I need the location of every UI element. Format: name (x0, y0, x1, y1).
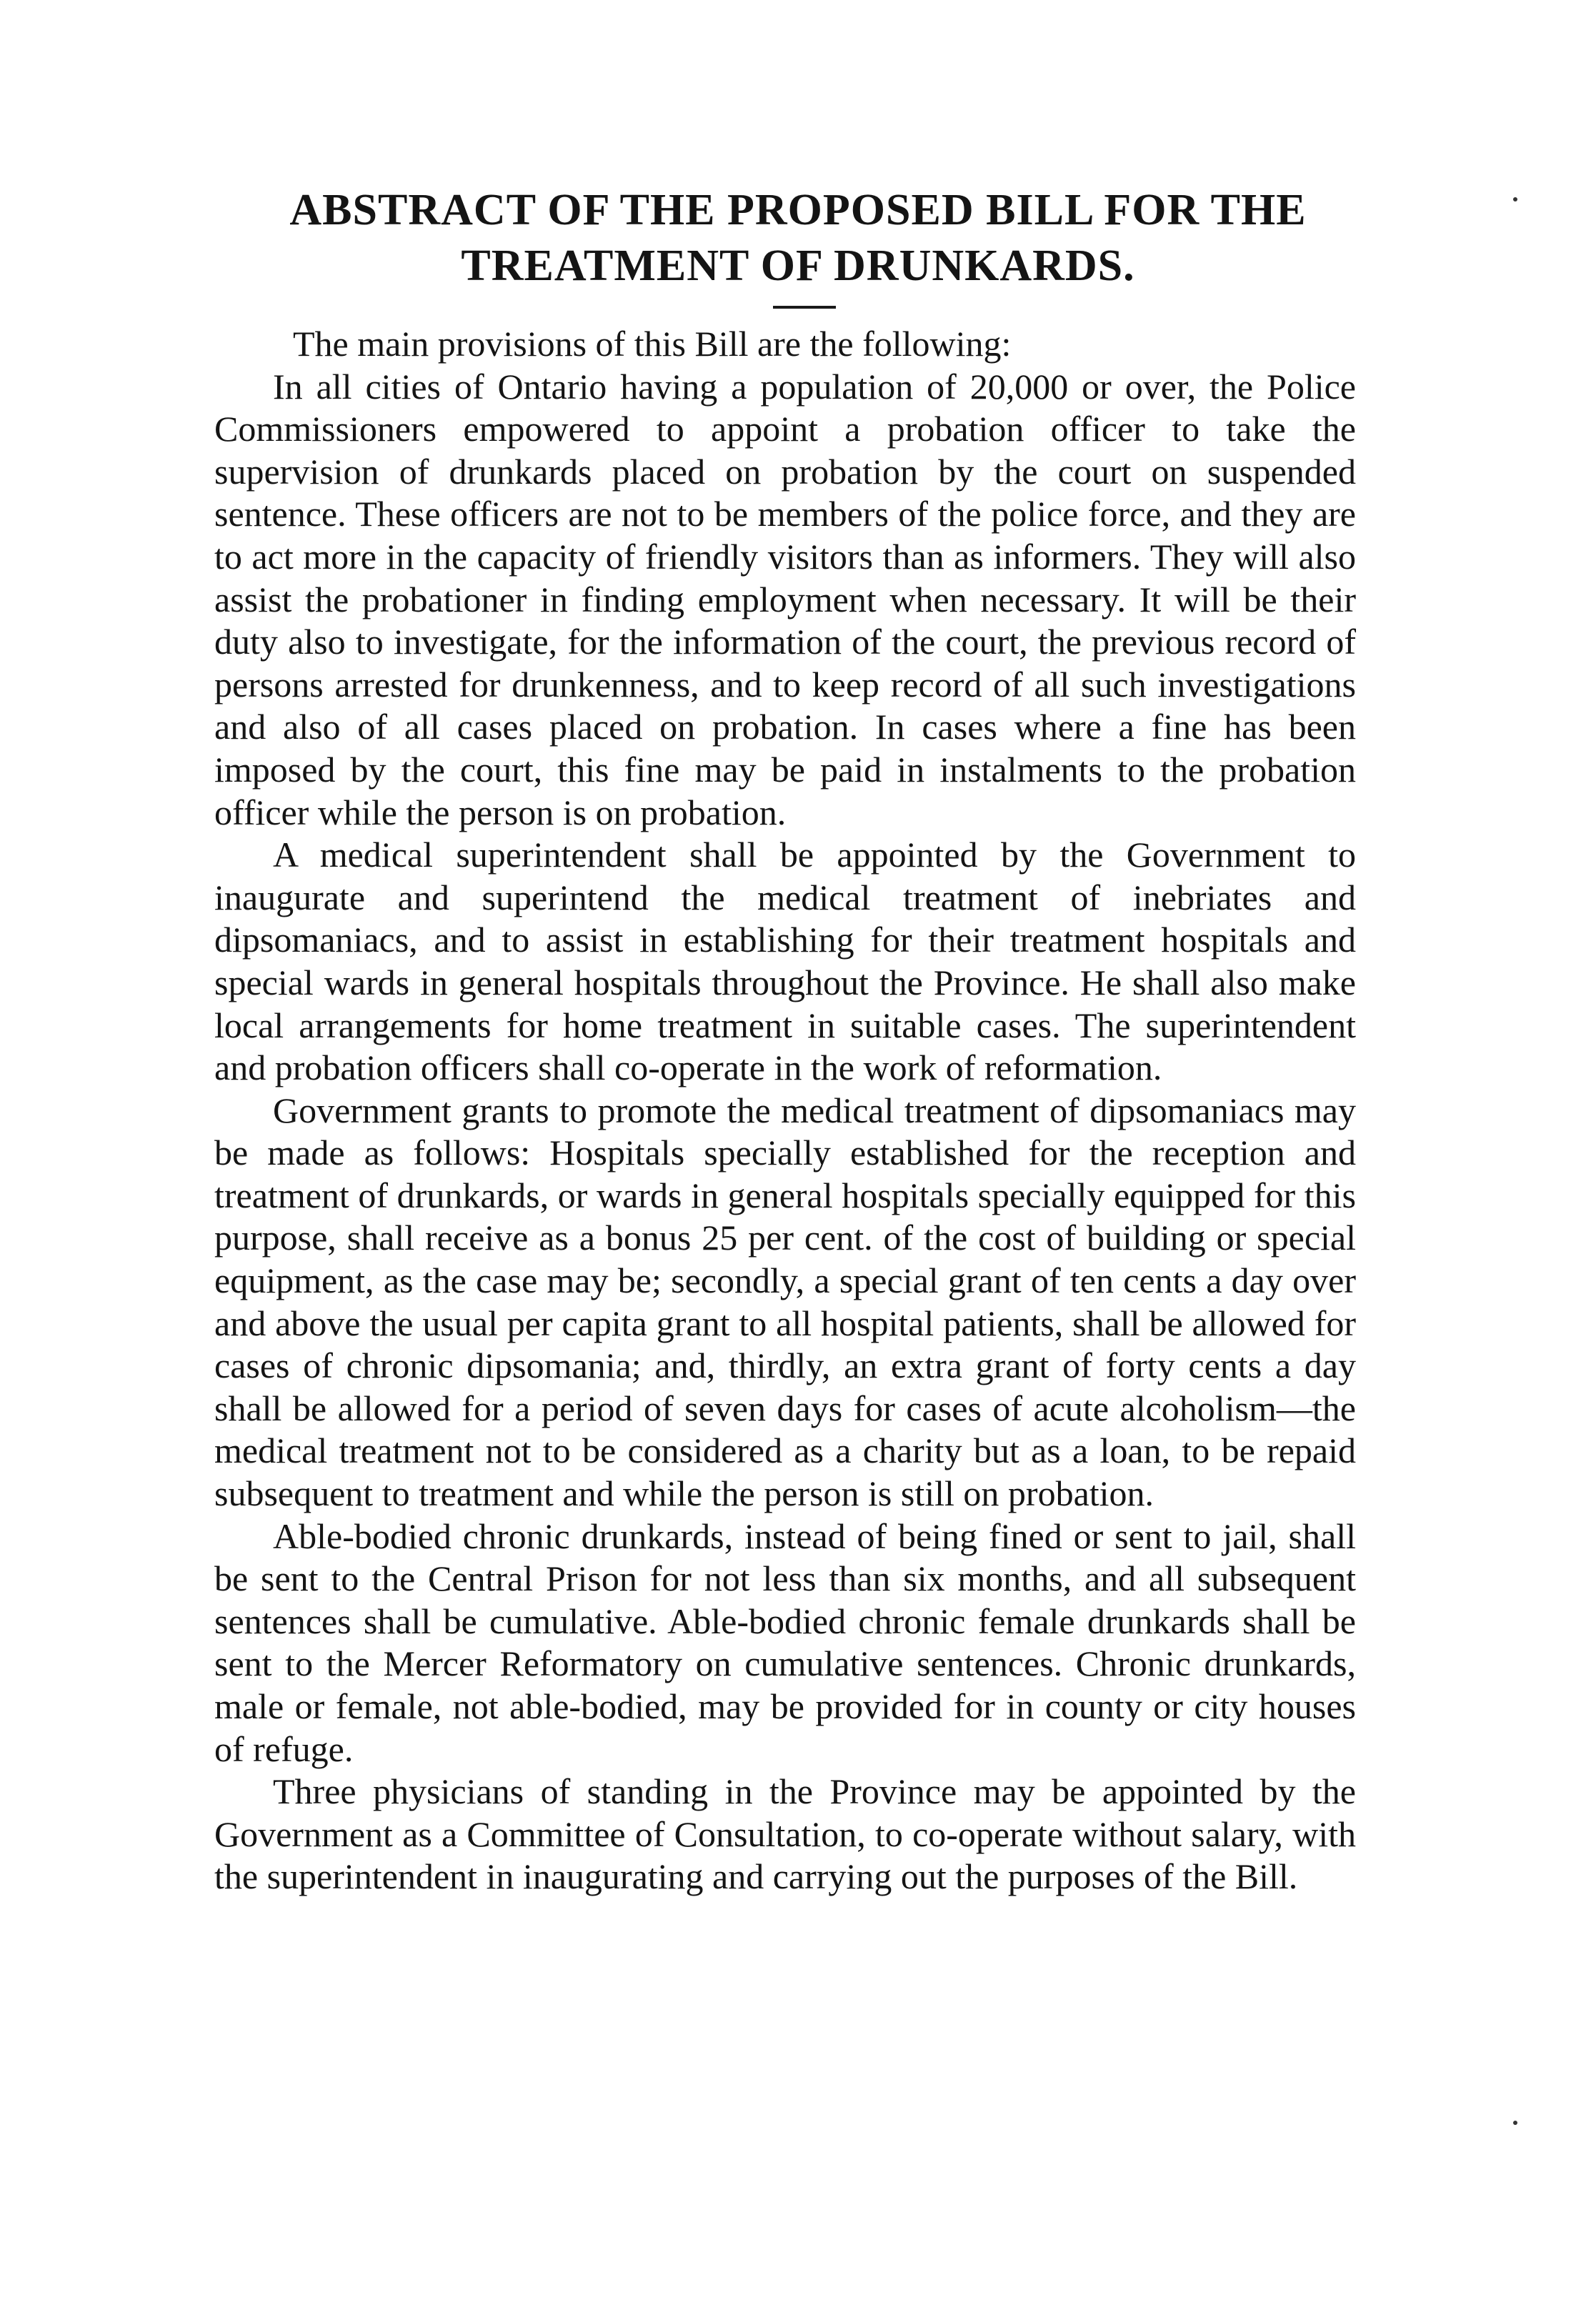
scan-speck (1513, 197, 1517, 201)
title-divider (773, 306, 836, 309)
paragraph-chronic-drunkards: Able-bodied chronic drunkards, instead of being fined or sent to jail, shall be sent to the Central Prison for not less than six months, and all subsequent sentences shall be cumulative. Able-bodied chronic female drunkards shall be sent to the Mercer Reformatory on cumulative sentences. Chronic drunkards, male or female, not able-bodied, may be provided for in county or city houses of refuge. (214, 1515, 1356, 1769)
document-body (214, 323, 1356, 1898)
paragraph-medical-superintendent: A medical superintendent shall be appointed by the Government to inaugurate and superintend the medical treatment of inebriates and dipsomaniacs, and to assist in establishing for their treatment hospitals and special wards in general hospitals throughout the Province. He shall also make local arrangements for home treatment in suitable cases. The superintendent and probation officers shall co-operate in the work of reformation. (214, 835, 1356, 1088)
paragraph-probation-officers: In all cities of Ontario having a population of 20,000 or over, the Police Commissioners empowered to appoint a probation officer to take the supervision of drunkards placed on probation by the court on suspended sentence. These officers are not to be members of the police force, and they are to act more in the capacity of friendly visitors than as informers. They will also assist the probationer in finding employment when necessary. It will be their duty also to investigate, for the information of the court, the previous record of persons arrested for drunkenness, and to keep record of all such investigations and also of all cases placed on probation. In cases where a fine has been imposed by the court, this fine may be paid in instalments to the probation officer while the person is on probation. (214, 366, 1356, 832)
paragraph-intro: The main provisions of this Bill are the following: (293, 324, 1012, 364)
document-title (214, 182, 1382, 294)
title-line-2: TREATMENT OF DRUNKARDS. (461, 242, 1135, 290)
paragraph-committee-of-consultation: Three physicians of standing in the Province may be appointed by the Government as a Committee of Consultation, to co-operate without salary, with the superintendent in inaugurating and carrying out the purposes of the Bill. (214, 1771, 1356, 1897)
title-line-1: ABSTRACT OF THE PROPOSED BILL FOR THE (289, 186, 1307, 234)
scan-speck (1513, 2121, 1517, 2125)
paragraph-government-grants: Government grants to promote the medical treatment of dipsomaniacs may be made as follows: Hospitals specially established for the reception and treatment of drunkards, or wards in general hospitals specially equipped for this purpose, shall receive as a bonus 25 per cent. of the cost of building or special equipment, as the case may be; secondly, a special grant of ten cents a day over and above the usual per capita grant to all hospital patients, shall be allowed for cases of chronic dipsomania; and, thirdly, an extra grant of forty cents a day shall be allowed for a period of seven days for cases of acute alcoholism—the medical treatment not to be considered as a charity but as a loan, to be repaid subsequent to treatment and while the person is still on probation. (214, 1090, 1356, 1514)
